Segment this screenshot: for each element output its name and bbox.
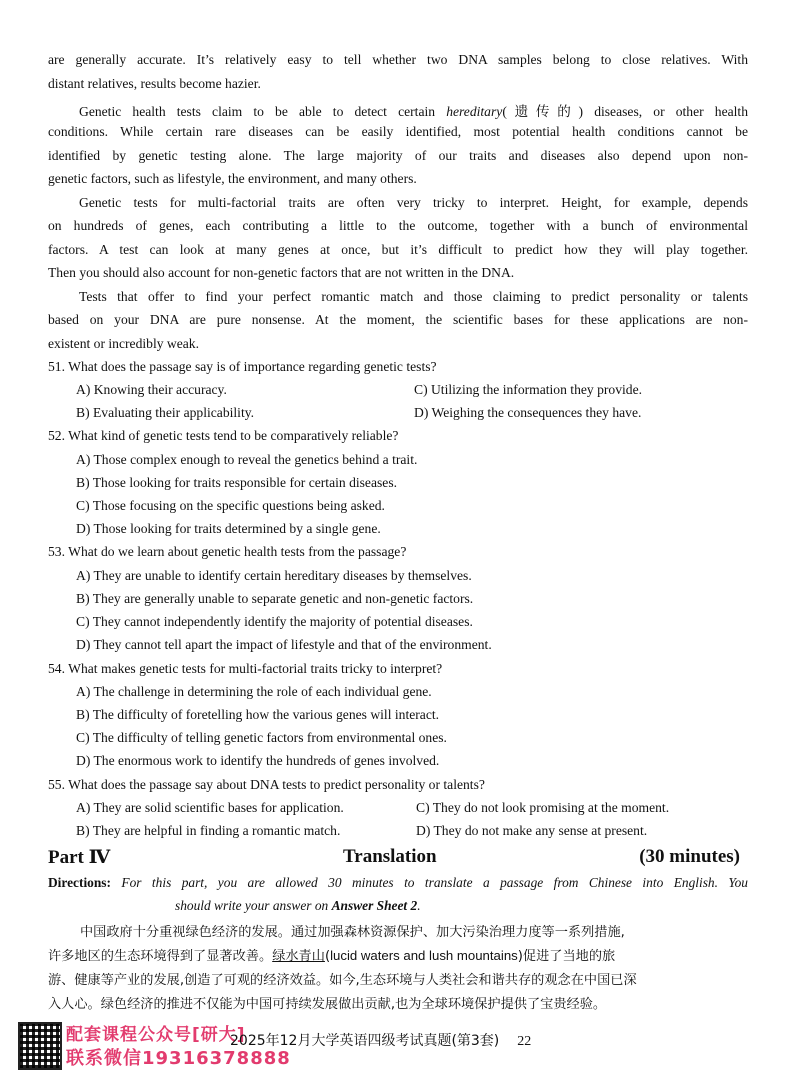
directions-line [48, 875, 748, 891]
question-52: 52. What kind of genetic tests tend to be comparatively reliable? [48, 428, 399, 443]
question-54: 54. What makes genetic tests for multi-factorial traits tricky to interpret? [48, 661, 443, 676]
part-time: (30 minutes) [639, 846, 740, 867]
option-55-a[interactable]: A) They are solid scientific bases for application. [76, 800, 344, 815]
option-52-c[interactable]: C) Those focusing on the specific questions being asked. [76, 498, 385, 513]
option-54-a[interactable]: A) The challenge in determining the role of each individual gene. [76, 684, 432, 699]
english-gloss: lucid waters and lush mountains [330, 948, 518, 963]
text-span: Genetic health tests claim to be able to detect certain [79, 104, 447, 119]
passage-line: Then you should also account for non-genetic factors that are not written in the DNA. [48, 265, 515, 280]
text-span: ) [517, 949, 523, 964]
option-53-c[interactable]: C) They cannot independently identify the majority of potential diseases. [76, 614, 473, 629]
question-55: 55. What does the passage say about DNA tests to predict personality or talents? [48, 777, 485, 792]
directions-text: should write your answer on [175, 898, 332, 913]
qr-code-icon [18, 1022, 62, 1070]
option-52-a[interactable]: A) Those complex enough to reveal the genetics behind a trait. [76, 452, 418, 467]
passage-line: conditions. While certain rare diseases can be easily identified, most potential health conditions cannot be [48, 124, 748, 139]
part-heading [48, 846, 740, 872]
passage-line: genetic factors, such as lifestyle, the environment, and many others. [48, 171, 417, 186]
option-52-b[interactable]: B) Those looking for traits responsible for certain diseases. [76, 475, 398, 490]
option-51-b[interactable]: B) Evaluating their applicability. [76, 405, 255, 420]
passage-line: Genetic tests for multi-factorial traits are often very tricky to interpret. Height, for example, depends [79, 195, 748, 210]
part-label: Part Ⅳ [48, 847, 111, 868]
option-51-a[interactable]: A) Knowing their accuracy. [76, 382, 227, 397]
option-55-d[interactable]: D) They do not make any sense at present. [416, 823, 648, 838]
part-title: Translation [343, 846, 437, 867]
option-55-b[interactable]: B) They are helpful in finding a romantic match. [76, 823, 341, 838]
passage-line: distant relatives, results become hazier. [48, 76, 261, 91]
watermark-line: 联系微信19316378888 [66, 1048, 291, 1069]
option-54-d[interactable]: D) The enormous work to identify the hundreds of genes involved. [76, 753, 440, 768]
option-53-d[interactable]: D) They cannot tell apart the impact of lifestyle and that of the environment. [76, 637, 492, 652]
directions-label: Directions: [48, 875, 111, 890]
option-51-c[interactable]: C) Utilizing the information they provide. [414, 382, 643, 397]
text-span: 许多地区的生态环境得到了显著改善。 [48, 949, 273, 964]
option-54-b[interactable]: B) The difficulty of foretelling how the various genes will interact. [76, 707, 440, 722]
answer-sheet-label: Answer Sheet 2 [331, 898, 418, 913]
text-span: (遗传的) diseases, or other health [502, 104, 748, 119]
question-53: 53. What do we learn about genetic health tests from the passage? [48, 544, 407, 559]
chinese-line [48, 945, 748, 964]
passage-line: based on your DNA are pure nonsense. At the moment, the scientific bases for these applications are non- [48, 312, 748, 327]
passage-line: are generally accurate. It’s relatively easy to tell whether two DNA samples belong to close relatives. With [48, 52, 748, 67]
option-52-d[interactable]: D) Those looking for traits determined by a single gene. [76, 521, 381, 536]
option-53-b[interactable]: B) They are generally unable to separate genetic and non-genetic factors. [76, 591, 474, 606]
passage-line: factors. A test can look at many genes at once, but it’s difficult to predict how they will play together. [48, 242, 748, 257]
question-51: 51. What does the passage say is of importance regarding genetic tests? [48, 359, 437, 374]
option-55-c[interactable]: C) They do not look promising at the moment. [416, 800, 670, 815]
page-number: 22 [517, 1034, 532, 1049]
directions-line [175, 898, 748, 914]
option-54-c[interactable]: C) The difficulty of telling genetic factors from environmental ones. [76, 730, 447, 745]
chinese-line: 中国政府十分重视绿色经济的发展。通过加强森林资源保护、加大污染治理力度等一系列措施, [80, 925, 625, 940]
directions-text: For this part, you are allowed 30 minutes to translate a passage from Chinese into English. You [121, 875, 748, 890]
footer-title: 2025年12月大学英语四级考试真题(第3套) [230, 1033, 500, 1049]
underlined-term: 绿水青山 [272, 949, 325, 964]
chinese-line: 游、健康等产业的发展,创造了可观的经济效益。如今,生态环境与人类社会和谐共存的观念在中国已深 [48, 973, 637, 988]
option-51-d[interactable]: D) Weighing the consequences they have. [414, 405, 642, 420]
option-53-a[interactable]: A) They are unable to identify certain hereditary diseases by themselves. [76, 568, 472, 583]
page-footer [230, 1030, 531, 1050]
passage-line: on hundreds of genes, each contributing a little to the outcome, together with a bunch of environmental [48, 218, 748, 233]
directions-text: . [417, 898, 421, 913]
chinese-line: 入人心。绿色经济的推进不仅能为中国可持续发展做出贡献,也为全球环境保护提供了宝贵经验。 [48, 997, 607, 1012]
text-span: ( [324, 949, 331, 964]
passage-line: identified by genetic testing alone. The large majority of our traits and diseases also depend upon non- [48, 148, 748, 163]
hereditary-term: hereditary [446, 104, 503, 119]
passage-line: Tests that offer to find your perfect romantic match and those claiming to predict personality or talents [79, 289, 748, 304]
text-span: 促进了当地的旅 [522, 949, 616, 964]
watermark-line: 配套课程公众号[研大] [66, 1025, 246, 1045]
passage-line: existent or incredibly weak. [48, 336, 199, 351]
passage-line [79, 100, 748, 120]
